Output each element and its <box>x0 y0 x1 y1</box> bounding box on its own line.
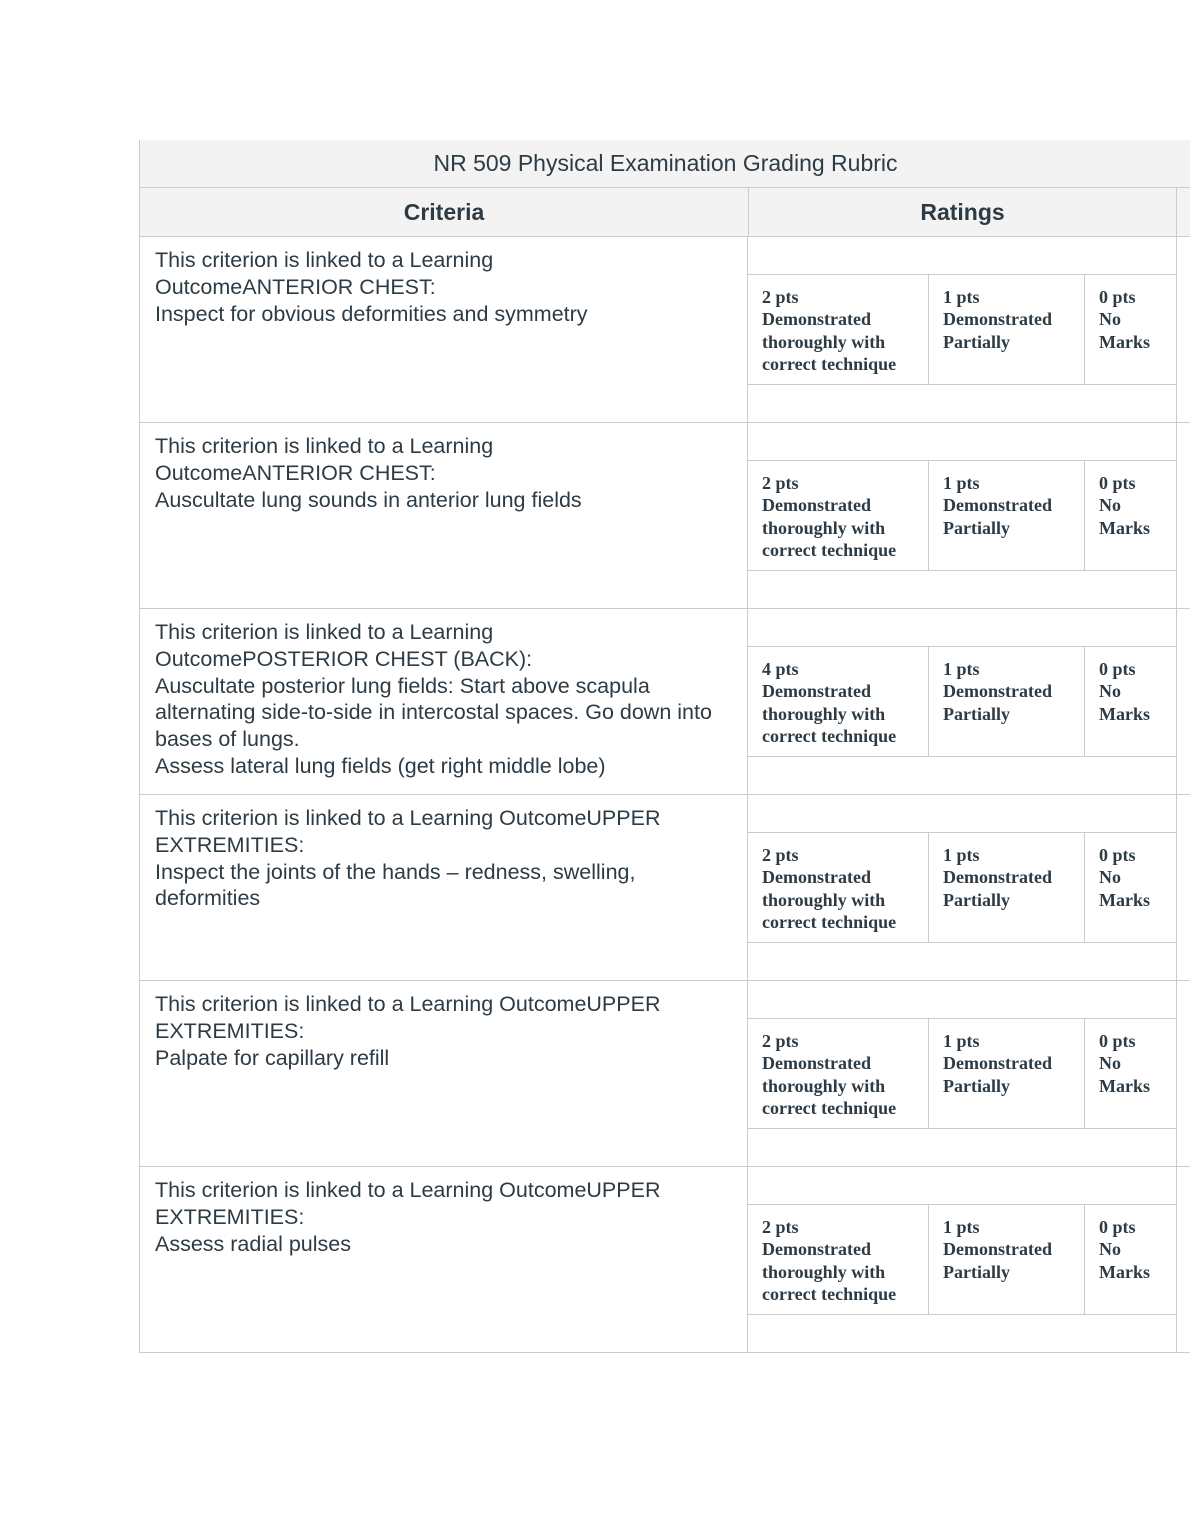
rating-tiers <box>748 1205 1176 1315</box>
criterion-prefix: This criterion is linked to a Learning OutcomeUPPER <box>155 806 661 830</box>
tier-points: 1 pts <box>943 1217 980 1237</box>
rating-tier <box>929 647 1085 756</box>
rating-tier <box>1085 1019 1176 1128</box>
criterion-prefix: This criterion is linked to a Learning <box>155 248 494 272</box>
rating-tier <box>929 275 1085 384</box>
ratings-cell <box>748 1167 1177 1352</box>
tier-points: 0 pts <box>1099 845 1136 865</box>
tier-points: 1 pts <box>943 659 980 679</box>
tier-points: 0 pts <box>1099 287 1136 307</box>
ratings-cell <box>748 981 1177 1166</box>
tier-points: 0 pts <box>1099 1217 1136 1237</box>
tier-label: No Marks <box>1099 495 1150 538</box>
criterion-row <box>140 981 1190 1167</box>
tier-label: Demonstrated Partially <box>943 681 1052 724</box>
tier-points: 2 pts <box>762 1217 799 1237</box>
rating-tier <box>1085 461 1176 570</box>
criterion-outcome: OutcomePOSTERIOR CHEST (BACK): <box>155 646 533 671</box>
tier-label: No Marks <box>1099 867 1150 910</box>
criterion-row <box>140 1167 1190 1353</box>
tier-points: 1 pts <box>943 1031 980 1051</box>
tier-label: No Marks <box>1099 1239 1150 1282</box>
criterion-cell <box>140 423 748 608</box>
header-row <box>140 188 1190 237</box>
tier-points: 0 pts <box>1099 1031 1136 1051</box>
rating-tier <box>748 647 929 756</box>
criterion-cell <box>140 609 748 794</box>
rating-tier <box>1085 275 1176 384</box>
criterion-cell <box>140 981 748 1166</box>
rating-tier <box>929 833 1085 942</box>
rating-tiers <box>748 275 1176 385</box>
ratings-cell <box>748 609 1177 794</box>
rating-tier <box>748 1205 929 1314</box>
criterion-outcome: EXTREMITIES: <box>155 1204 305 1229</box>
tier-points: 2 pts <box>762 473 799 493</box>
tier-points: 4 pts <box>762 659 799 679</box>
tier-label: No Marks <box>1099 1053 1150 1096</box>
tier-label: Demonstrated Partially <box>943 1053 1052 1096</box>
tier-label: Demonstrated thoroughly with correct technique <box>762 1239 897 1305</box>
rating-tiers <box>748 833 1176 943</box>
criterion-outcome: OutcomeANTERIOR CHEST: <box>155 274 436 299</box>
tier-label: Demonstrated thoroughly with correct technique <box>762 681 897 747</box>
rating-tiers <box>748 1019 1176 1129</box>
criterion-prefix: This criterion is linked to a Learning OutcomeUPPER <box>155 1178 661 1202</box>
tier-points: 0 pts <box>1099 659 1136 679</box>
tier-label: No Marks <box>1099 309 1150 352</box>
criterion-description: Inspect the joints of the hands – redness, swelling, deformities <box>155 859 636 911</box>
criterion-description: Inspect for obvious deformities and symmetry <box>155 301 588 326</box>
tier-label: Demonstrated Partially <box>943 867 1052 910</box>
tier-points: 1 pts <box>943 473 980 493</box>
tier-points: 2 pts <box>762 287 799 307</box>
criterion-prefix: This criterion is linked to a Learning <box>155 434 494 458</box>
ratings-cell <box>748 237 1177 422</box>
rating-tier <box>1085 647 1176 756</box>
rating-tier <box>748 275 929 384</box>
criterion-row <box>140 795 1190 981</box>
criterion-row <box>140 423 1190 609</box>
criterion-row <box>140 609 1190 795</box>
tier-label: Demonstrated Partially <box>943 309 1052 352</box>
criterion-cell <box>140 1167 748 1352</box>
criterion-description: Auscultate posterior lung fields: Start above scapula alternating side-to-side in intercostal spaces. Go down into bases of lungs. <box>155 673 712 752</box>
rating-tier <box>748 833 929 942</box>
rating-tiers <box>748 647 1176 757</box>
criterion-description: Palpate for capillary refill <box>155 1045 390 1070</box>
criterion-description: Assess radial pulses <box>155 1231 351 1256</box>
tier-label: Demonstrated Partially <box>943 1239 1052 1282</box>
rating-tier <box>929 461 1085 570</box>
tier-points: 0 pts <box>1099 473 1136 493</box>
tier-points: 2 pts <box>762 1031 799 1051</box>
criterion-prefix: This criterion is linked to a Learning <box>155 620 494 644</box>
criterion-row <box>140 237 1190 423</box>
rating-tier <box>1085 1205 1176 1314</box>
criterion-prefix: This criterion is linked to a Learning OutcomeUPPER <box>155 992 661 1016</box>
ratings-header: Ratings <box>749 188 1177 236</box>
ratings-cell <box>748 423 1177 608</box>
rubric-table <box>139 140 1190 1353</box>
criteria-header: Criteria <box>140 188 749 236</box>
rating-tier <box>929 1019 1085 1128</box>
criterion-outcome: EXTREMITIES: <box>155 1018 305 1043</box>
tier-points: 1 pts <box>943 287 980 307</box>
tier-label: Demonstrated thoroughly with correct technique <box>762 495 897 561</box>
tier-points: 1 pts <box>943 845 980 865</box>
criterion-outcome: OutcomeANTERIOR CHEST: <box>155 460 436 485</box>
tier-label: No Marks <box>1099 681 1150 724</box>
criterion-cell <box>140 795 748 980</box>
rating-tier <box>1085 833 1176 942</box>
criterion-description: Auscultate lung sounds in anterior lung fields <box>155 487 582 512</box>
criterion-cell <box>140 237 748 422</box>
tier-label: Demonstrated thoroughly with correct technique <box>762 1053 897 1119</box>
ratings-cell <box>748 795 1177 980</box>
criterion-outcome: EXTREMITIES: <box>155 832 305 857</box>
tier-points: 2 pts <box>762 845 799 865</box>
rating-tier <box>929 1205 1085 1314</box>
tier-label: Demonstrated thoroughly with correct technique <box>762 309 897 375</box>
tier-label: Demonstrated thoroughly with correct technique <box>762 867 897 933</box>
rating-tier <box>748 461 929 570</box>
rubric-caption: NR 509 Physical Examination Grading Rubric <box>140 140 1190 188</box>
tier-label: Demonstrated Partially <box>943 495 1052 538</box>
criterion-description-2: Assess lateral lung fields (get right middle lobe) <box>155 753 606 778</box>
rating-tiers <box>748 461 1176 571</box>
rating-tier <box>748 1019 929 1128</box>
